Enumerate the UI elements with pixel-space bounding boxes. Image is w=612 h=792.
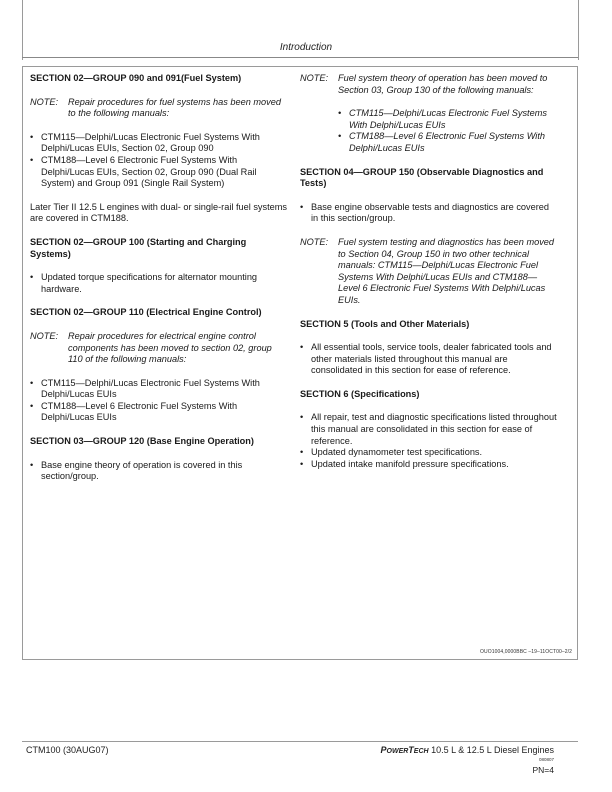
footer-code: 080807 [538,757,554,762]
engine-title: 10.5 L & 12.5 L Diesel Engines [428,745,554,755]
note [300,73,558,96]
note-text: Fuel system theory of operation has been moved to Section 03, Group 130 of the following manuals: [338,73,548,95]
section-heading: SECTION 04—GROUP 150 (Observable Diagnostics and Tests) [300,166,544,189]
note-label: NOTE: [300,236,329,247]
header-divider [22,57,578,58]
bullet-list [300,108,558,154]
left-column [30,73,288,495]
section-heading: SECTION 6 (Specifications) [300,388,420,399]
list-item: • CTM188—Level 6 Electronic Fuel Systems With Delphi/Lucas EUIs, Section 02, Group 090 (Dual Rail System) and Group 091 (Single Rail System) [30,155,288,190]
brand-part: ECH [413,748,429,755]
list-item: • CTM188—Level 6 Electronic Fuel Systems With Delphi/Lucas EUIs [30,401,288,424]
list-item: • Updated intake manifold pressure specifications. [300,459,558,471]
bullet-list [300,412,558,470]
note-text: Fuel system testing and diagnostics has been moved to Section 04, Group 150 in two other technical manuals: CTM115—Delphi/Lucas Electronic Fuel Systems With Delphi/Lucas EUIs and CTM188—Level 6 Electronic Fuel Systems With Delphi/Lucas EUIs. [338,236,555,305]
section-heading: SECTION 5 (Tools and Other Materials) [300,318,470,329]
note [30,97,288,120]
note-label: NOTE: [300,73,329,83]
list-item: • All repair, test and diagnostic specifications listed throughout this manual are consolidated in this section for ease of reference. [300,412,558,447]
section-heading: SECTION 03—GROUP 120 (Base Engine Operation) [30,436,254,447]
note-label: NOTE: [30,96,59,107]
bullet-list [300,202,558,225]
footer-divider [22,741,578,742]
reference-id: OUO1004,0000BBC –19–11OCT00–2/2 [480,649,572,655]
manual-code: CTM100 (30AUG07) [26,745,109,755]
brand-part: P [380,745,387,755]
list-item: • Updated torque specifications for alternator mounting hardware. [30,272,288,295]
note-label: NOTE: [30,330,59,341]
brand-part: OWER [386,748,409,755]
list-item: • Updated dynamometer test specifications. [300,447,558,459]
bullet-list [300,342,558,377]
note-text: Repair procedures for electrical engine control components has been moved to section 02, group 110 of the following manuals: [68,330,272,365]
bullet-list [30,460,288,483]
list-item: • CTM188—Level 6 Electronic Fuel Systems With Delphi/Lucas EUIs [338,131,558,154]
section-heading: SECTION 02—GROUP 100 (Starting and Charging Systems) [30,236,247,259]
brand-part: T [408,745,414,755]
bullet-list [30,378,288,424]
list-item: • Base engine theory of operation is covered in this section/group. [30,460,288,483]
list-item: • CTM115—Delphi/Lucas Electronic Fuel Systems With Delphi/Lucas EUIs, Section 02, Group 090 [30,132,288,155]
right-column [300,73,558,482]
brand-logo [381,745,429,755]
section-heading: SECTION 02—GROUP 110 (Electrical Engine Control) [30,307,262,318]
note-text: Repair procedures for fuel systems has been moved to the following manuals: [68,96,281,119]
note [30,331,288,366]
section-heading: SECTION 02—GROUP 090 and 091(Fuel System) [30,73,242,83]
list-item: • CTM115—Delphi/Lucas Electronic Fuel Systems With Delphi/Lucas EUIs [338,108,558,131]
note [300,237,558,307]
list-item: • CTM115—Delphi/Lucas Electronic Fuel Systems With Delphi/Lucas EUIs [30,378,288,401]
bullet-list [30,132,288,190]
bullet-list [30,272,288,295]
page-title: Introduction [279,42,333,53]
list-item: • Base engine observable tests and diagnostics are covered in this section/group. [300,202,558,225]
page-number: PN=4 [532,765,554,775]
footer-title [381,745,555,755]
list-item: • All essential tools, service tools, dealer fabricated tools and other materials listed throughout this manual are consolidated in this section for ease of reference. [300,342,558,377]
paragraph: Later Tier II 12.5 L engines with dual- or single-rail fuel systems are covered in CTM188. [30,201,288,224]
